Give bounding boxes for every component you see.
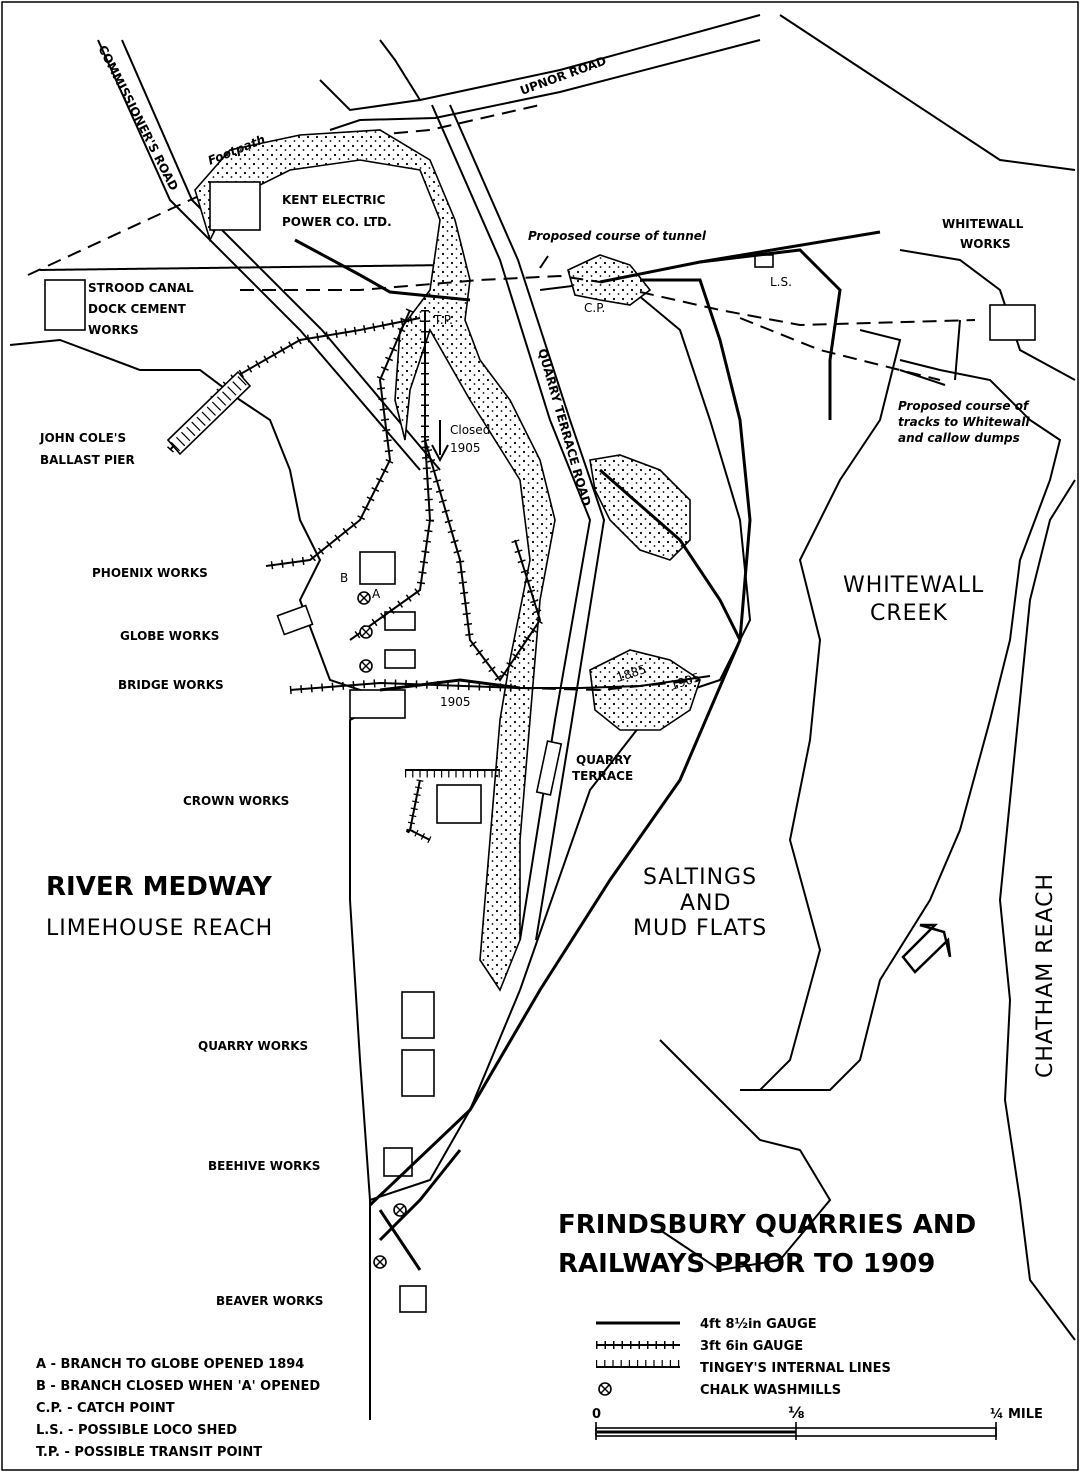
legend-tingey-label: TINGEY'S INTERNAL LINES	[700, 1361, 891, 1376]
tunnel-label: Proposed course of tunnel	[528, 229, 707, 243]
kent-electric-label-2: POWER CO. LTD.	[282, 215, 392, 229]
chalk-washmill-icon	[358, 592, 370, 604]
title	[558, 1210, 976, 1279]
saltings-label-2: AND	[680, 891, 732, 916]
saltings-label-1: SALTINGS	[643, 865, 758, 890]
legend-washmills-label: CHALK WASHMILLS	[700, 1383, 842, 1398]
note-cp: C.P. - CATCH POINT	[36, 1401, 175, 1416]
whitewall-creek-label-1: WHITEWALL	[843, 573, 985, 598]
commissioners-road-label: COMMISSIONER'S ROAD	[95, 43, 181, 193]
quarry-terrace-label-2: TERRACE	[572, 769, 634, 783]
river-medway-label: RIVER MEDWAY	[46, 872, 272, 902]
globe-building-1	[385, 612, 415, 630]
a-label: A	[372, 587, 381, 601]
chalk-washmill-icon	[360, 626, 372, 638]
beaver-building	[400, 1286, 426, 1312]
chalk-washmill-icon	[374, 1256, 386, 1268]
closed-arrow-icon	[432, 420, 448, 460]
chalk-washmill-icon	[360, 660, 372, 672]
bridge-wharf	[350, 690, 405, 718]
proposed-tracks-label-2: tracks to Whitewall	[898, 415, 1030, 429]
proposed-tracks-callow	[740, 318, 940, 380]
note-b: B - BRANCH CLOSED WHEN 'A' OPENED	[36, 1379, 321, 1394]
creek-west-bank	[760, 330, 900, 1090]
kent-electric-building	[210, 182, 260, 230]
labels	[39, 43, 1058, 1308]
legend-narrow-gauge-label: 3ft 6in GAUGE	[700, 1339, 804, 1354]
commissioners-road-edge-1	[98, 40, 420, 470]
tp-label: T.P.	[434, 313, 453, 327]
b-label: B	[340, 571, 349, 585]
chatham-reach-label: CHATHAM REACH	[1033, 872, 1058, 1078]
scale-zero: 0	[592, 1407, 602, 1422]
title-line-1: FRINDSBURY QUARRIES AND	[558, 1210, 977, 1240]
globe-building-2	[385, 650, 415, 668]
chalk-washmill-icon	[394, 1204, 406, 1216]
railways	[168, 232, 975, 1270]
chalk-washmill-icon	[599, 1383, 611, 1395]
beaver-label: BEAVER WORKS	[216, 1294, 324, 1308]
east-quarry	[590, 455, 690, 560]
tunnel-pointer	[540, 256, 548, 268]
kent-electric-label-1: KENT ELECTRIC	[282, 193, 386, 207]
note-tp: T.P. - POSSIBLE TRANSIT POINT	[36, 1445, 263, 1460]
quarry-works-building-2	[402, 1050, 434, 1096]
bridge-label: BRIDGE WORKS	[118, 678, 224, 692]
note-a: A - BRANCH TO GLOBE OPENED 1894	[36, 1357, 305, 1372]
year-1905-a: 1905	[440, 695, 471, 709]
closed-label-2: 1905	[450, 441, 481, 455]
john-cole-label-2: BALLAST PIER	[40, 453, 135, 467]
globe-label: GLOBE WORKS	[120, 629, 220, 643]
crown-building	[437, 785, 481, 823]
strood-building	[45, 280, 85, 330]
saltings-label-3: MUD FLATS	[633, 916, 768, 941]
title-line-2: RAILWAYS PRIOR TO 1909	[558, 1249, 936, 1279]
scale-quarter: ¼ MILE	[990, 1407, 1043, 1422]
notes	[36, 1357, 320, 1460]
proposed-tracks-label-1: Proposed course of	[898, 399, 1029, 413]
loco-shed-building	[755, 255, 773, 267]
strood-label-1: STROOD CANAL	[88, 281, 194, 295]
proposed-tracks-whitewall	[640, 292, 975, 325]
whitewall-works-label-1: WHITEWALL	[942, 217, 1024, 231]
beehive-label: BEEHIVE WORKS	[208, 1159, 321, 1173]
limehouse-label: LIMEHOUSE REACH	[46, 916, 274, 941]
tingey-line-2	[410, 780, 430, 840]
upnor-road-label: UPNOR ROAD	[518, 53, 609, 98]
crown-label: CROWN WORKS	[183, 794, 290, 808]
whitewall-works-building	[990, 305, 1035, 340]
quarry-works-label: QUARRY WORKS	[198, 1039, 309, 1053]
upnor-road-edge-3	[780, 15, 1075, 170]
note-ls: L.S. - POSSIBLE LOCO SHED	[36, 1423, 238, 1438]
quarry-works-building-1	[402, 992, 434, 1038]
whitewall-creek-label-2: CREEK	[870, 601, 948, 626]
southeast-quarry	[590, 650, 700, 730]
ls-label: L.S.	[770, 275, 792, 289]
quarry-terrace-road-label: QUARRY TERRACE ROAD	[535, 346, 594, 508]
quarry-terrace-label-1: QUARRY	[576, 753, 632, 767]
whitewall-works-label-2: WORKS	[960, 237, 1011, 251]
cp-label: C.P.	[584, 301, 606, 315]
phoenix-building	[360, 552, 395, 584]
proposed-tunnel	[240, 276, 600, 290]
year-1885: 1885	[614, 662, 648, 685]
scale-eighth: ⅛	[788, 1403, 805, 1422]
proposed-tracks-label-3: and callow dumps	[898, 431, 1020, 445]
tracks-pointer	[900, 320, 960, 385]
strood-label-3: WORKS	[88, 323, 139, 337]
field-boundary	[40, 265, 450, 270]
creek-east-bank	[740, 360, 1060, 1090]
beehive-building	[384, 1148, 412, 1176]
north-shore	[900, 250, 1075, 380]
legend-standard-gauge-label: 4ft 8½in GAUGE	[700, 1317, 817, 1332]
footpath	[28, 105, 540, 275]
john-cole-label-1: JOHN COLE'S	[40, 431, 127, 445]
year-1905-b: 1905	[668, 670, 702, 693]
upnor-spur	[380, 40, 420, 100]
legend	[592, 1317, 1043, 1440]
closed-label-1: Closed	[450, 423, 491, 437]
globe-jetty	[277, 605, 312, 634]
footpath-label: Footpath	[205, 132, 268, 168]
quarry-terrace-building	[537, 741, 562, 795]
strood-label-2: DOCK CEMENT	[88, 302, 186, 316]
phoenix-label: PHOENIX WORKS	[92, 566, 208, 580]
